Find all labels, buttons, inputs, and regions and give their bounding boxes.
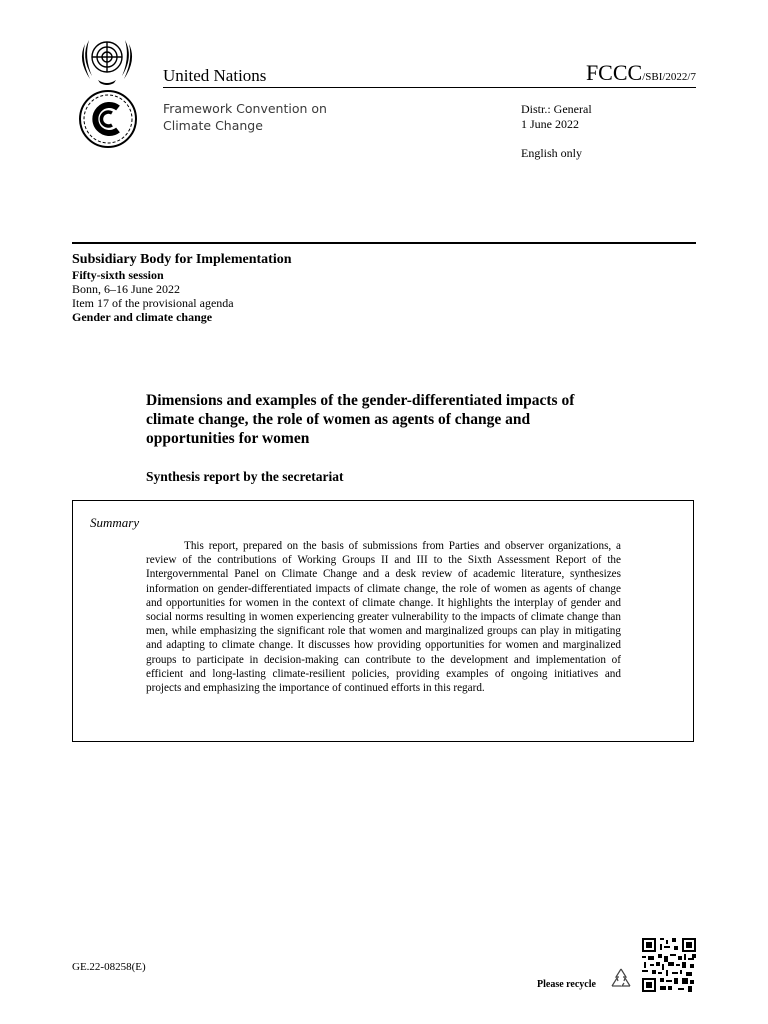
convention-line-2: Climate Change [163, 118, 263, 133]
language-note: English only [521, 146, 583, 160]
distribution-block [521, 102, 592, 132]
symbol-suffix: /SBI/2022/7 [642, 71, 696, 83]
convention-line-1: Framework Convention on [163, 101, 327, 116]
issue-date: 1 June 2022 [521, 117, 579, 131]
document-title: Dimensions and examples of the gender-differentiated impacts of climate change, the role of women as agents of change and opportunities for women [146, 392, 575, 447]
session-block [72, 251, 292, 324]
convention-name [163, 100, 327, 134]
document-subtitle: Synthesis report by the secretariat [146, 469, 344, 484]
symbol-main: FCCC [585, 60, 643, 85]
distribution: Distr.: General [521, 102, 592, 116]
document-symbol [586, 60, 696, 86]
agenda-topic: Gender and climate change [72, 310, 213, 324]
job-number: GE.22-08258(E) [72, 961, 146, 973]
location-dates: Bonn, 6–16 June 2022 [72, 282, 180, 296]
header-divider [163, 87, 696, 88]
recycle-label: Please recycle [537, 979, 596, 990]
unfccc-logo-icon [72, 88, 144, 150]
summary-text: This report, prepared on the basis of submissions from Parties and observer organizations, a review of the contributions of Working Groups II and III to the Sixth Assessment Report of the Intergovernmental Panel on Climate Change and a desk review of academic literature, synthesizes information on gender-differentiated impacts of climate change, the role of women as agents of change and opportunities for women in the context of climate change. It highlights the interplay of gender and social norms resulting in women experiencing greater vulnerability to the impacts of climate change than men, while emphasizing the significant role that women and marginalized groups can play in mitigating and adapting to climate change. It discusses how providing opportunities for women and marginalized groups to participate in decision-making can contribute to the development and implementation of efficient and long-lasting climate-resilient policies, providing examples of ongoing initiatives and projects and emphasizing the importance of continued efforts in this regard. [146, 540, 621, 695]
session-name: Fifty-sixth session [72, 268, 164, 282]
body-name: Subsidiary Body for Implementation [72, 252, 292, 267]
agenda-item: Item 17 of the provisional agenda [72, 296, 234, 310]
recycle-icon [608, 966, 634, 992]
summary-heading: Summary [90, 515, 140, 530]
qr-code-icon [640, 936, 698, 994]
main-divider [72, 242, 696, 244]
un-emblem-icon [72, 30, 142, 92]
organization-name: United Nations [163, 66, 267, 85]
